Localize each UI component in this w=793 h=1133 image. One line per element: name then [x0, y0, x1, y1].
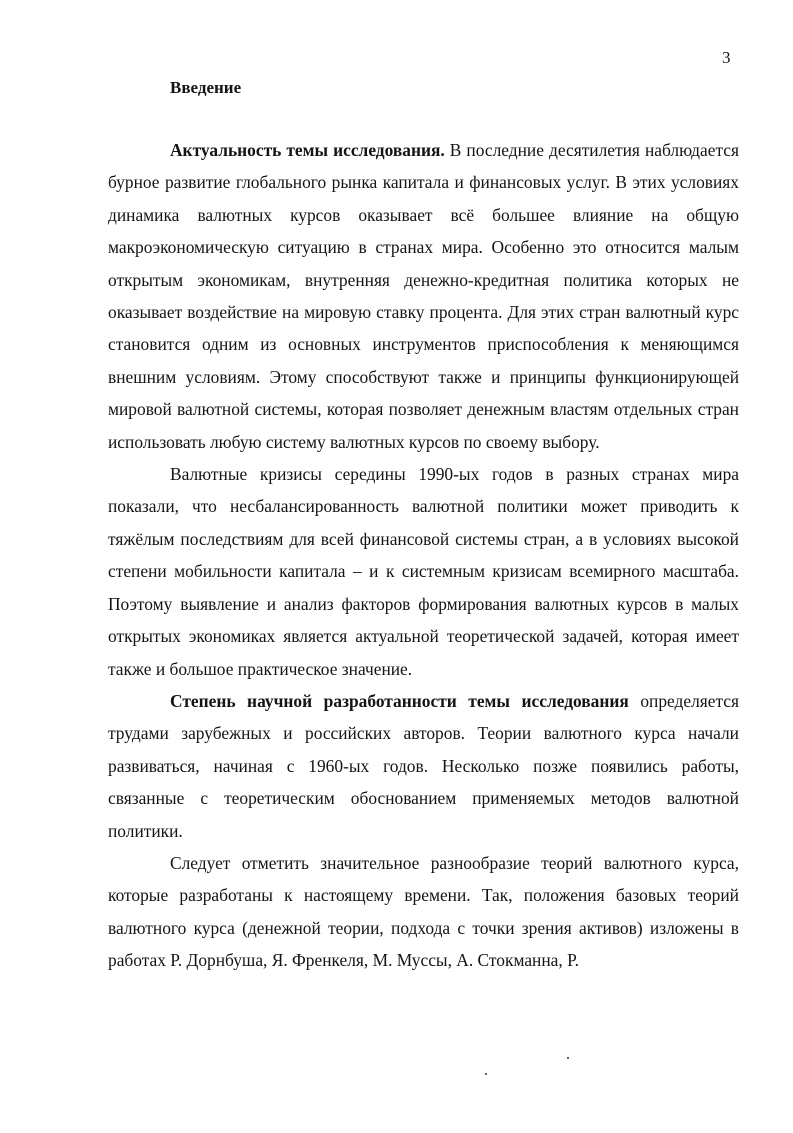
paragraph-research-degree — [108, 685, 739, 847]
paragraph-text: Следует отметить значительное разнообразие теорий валютного курса, которые разработаны к настоящему времени. Так, положения базовых теорий валютного курса (денежной теории, подхода с точки зрения активов) изложены в работах Р. Дорнбуша, Я. Френкеля, М. Муссы, А. Стокманна, Р. — [108, 852, 739, 971]
paragraph-lead: Степень научной разработанности темы исследования — [170, 690, 629, 711]
paragraph-currency-crises — [108, 458, 739, 685]
page-number: 3 — [722, 48, 731, 67]
paragraph-text: В последние десятилетия наблюдается бурное развитие глобального рынка капитала и финансовых услуг. В этих условиях динамика валютных курсов оказывает всё большее влияние на общую макроэкономическую ситуацию в странах мира. Особенно это относится малым открытым экономикам, внутренняя денежно-кредитная политика которых не оказывает воздействие на мировую ставку процента. Для этих стран валютный курс становится одним из основных инструментов приспособления к меняющимся внешним условиям. Этому способствуют также и принципы функционирующей мировой валютной системы, которая позволяет денежным властям отдельных стран использовать любую систему валютных курсов по своему выбору. — [108, 140, 739, 452]
paragraph-relevance — [108, 134, 739, 458]
paragraph-lead: Актуальность темы исследования. — [170, 140, 445, 160]
section-heading: Введение — [170, 78, 242, 97]
body-text — [108, 134, 739, 977]
paragraph-text: Валютные кризисы середины 1990-ых годов в разных странах мира показали, что несбалансированность валютной политики может приводить к тяжёлым последствиям для всей финансовой системы стран, а в условиях высокой степени мобильности капитала – и к системным кризисам всемирного масштаба. Поэтому выявление и анализ факторов формирования валютных курсов в малых открытых экономиках является актуальной теоретической задачей, которая имеет также и большое практическое значение. — [108, 464, 739, 679]
scan-speck — [567, 1057, 569, 1059]
paragraph-text: определяется трудами зарубежных и российских авторов. Теории валютного курса начали развиваться, начиная с 1960-ых годов. Несколько позже появились работы, связанные с теоретическим обоснованием применяемых методов валютной политики. — [108, 690, 739, 841]
scan-speck — [485, 1073, 487, 1075]
paragraph-theories — [108, 847, 739, 977]
